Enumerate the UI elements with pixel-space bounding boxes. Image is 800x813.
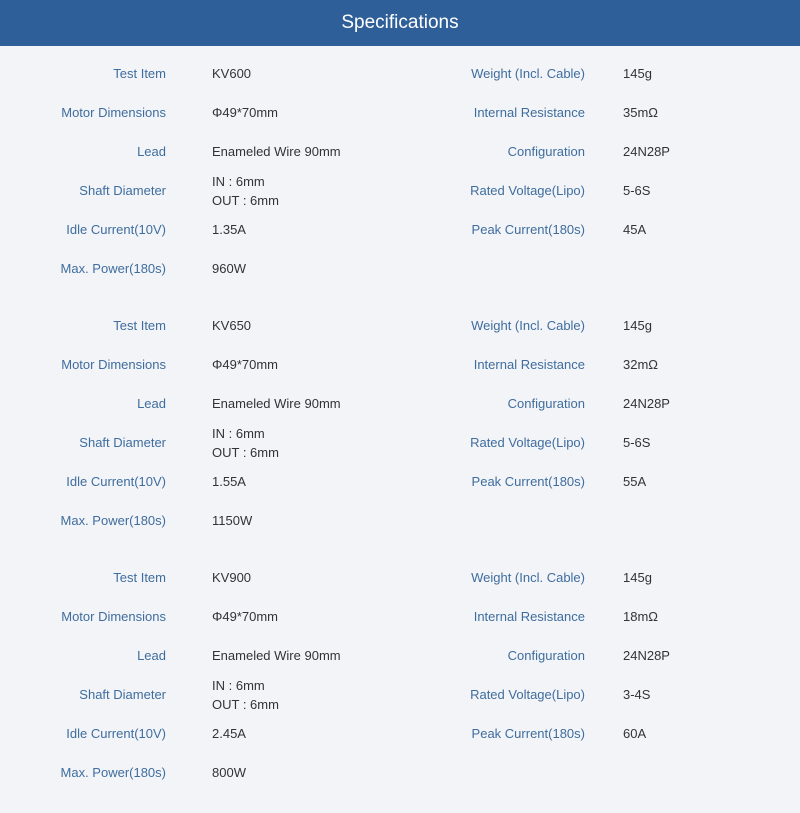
spec-value: 18mΩ [623,609,659,624]
spec-row [0,558,800,597]
spec-label: Lead [137,648,166,663]
spec-row [0,501,800,540]
spec-label: Motor Dimensions [61,357,166,372]
page-title: Specifications [341,12,459,33]
spec-value: 24N28P [623,144,670,159]
spec-value: 5-6S [623,183,651,198]
spec-label: Peak Current(180s) [471,222,585,237]
spec-label: Test Item [113,570,166,585]
spec-value: 35mΩ [623,105,659,120]
spec-row [0,423,800,462]
spec-value-multiline [212,676,412,714]
spec-row [0,210,800,249]
spec-value: 5-6S [623,435,651,450]
spec-value: KV900 [212,570,252,585]
spec-value-line: IN : 6mm [212,677,265,693]
spec-value: Φ49*70mm [212,105,279,120]
spec-value: 55A [623,474,647,489]
spec-value: 24N28P [623,396,670,411]
spec-label: Configuration [507,396,585,411]
spec-label: Motor Dimensions [61,105,166,120]
spec-label: Rated Voltage(Lipo) [470,435,585,450]
spec-label: Configuration [507,648,585,663]
spec-value: 145g [623,570,652,585]
spec-label: Rated Voltage(Lipo) [470,687,585,702]
spec-label: Weight (Incl. Cable) [471,318,585,333]
spec-value: Φ49*70mm [212,609,279,624]
spec-value: 32mΩ [623,357,659,372]
spec-row [0,345,800,384]
spec-value: 3-4S [623,687,651,702]
spec-block [0,306,800,540]
spec-value: 1.35A [212,222,246,237]
spec-label: Idle Current(10V) [66,222,166,237]
spec-value: Enameled Wire 90mm [212,396,341,411]
spec-value-line: IN : 6mm [212,173,265,189]
spec-row [0,384,800,423]
spec-row [0,54,800,93]
spec-label: Internal Resistance [473,105,585,120]
spec-row [0,132,800,171]
spec-block [0,54,800,288]
spec-value: Φ49*70mm [212,357,279,372]
spec-label: Lead [137,396,166,411]
spec-value: Enameled Wire 90mm [212,144,341,159]
spec-value: KV650 [212,318,252,333]
spec-label: Peak Current(180s) [471,726,585,741]
spec-label: Lead [137,144,166,159]
spec-block [0,558,800,792]
spec-value: 800W [212,765,246,780]
spec-row [0,249,800,288]
spec-row [0,753,800,792]
spec-row [0,306,800,345]
spec-label: Max. Power(180s) [60,765,166,780]
spec-label: Shaft Diameter [79,183,166,198]
spec-label: Idle Current(10V) [66,726,166,741]
spec-value: 24N28P [623,648,670,663]
spec-value-line: OUT : 6mm [212,696,279,712]
spec-row [0,714,800,753]
spec-value: 1150W [212,513,253,528]
spec-value-line: OUT : 6mm [212,444,279,460]
spec-label: Max. Power(180s) [60,513,166,528]
spec-label: Motor Dimensions [61,609,166,624]
spec-row [0,636,800,675]
spec-row [0,171,800,210]
spec-label: Shaft Diameter [79,435,166,450]
spec-value-multiline [212,424,412,462]
spec-label: Internal Resistance [473,357,585,372]
spec-value-multiline [212,172,412,210]
spec-value: KV600 [212,66,252,81]
spec-label: Weight (Incl. Cable) [471,66,585,81]
spec-value-line: IN : 6mm [212,425,265,441]
spec-value: 145g [623,318,652,333]
spec-label: Test Item [113,66,166,81]
specifications-header [0,0,800,46]
spec-label: Shaft Diameter [79,687,166,702]
spec-value: 60A [623,726,647,741]
spec-label: Test Item [113,318,166,333]
spec-body [0,46,800,792]
spec-value-line: OUT : 6mm [212,192,279,208]
spec-value: 45A [623,222,647,237]
spec-row [0,93,800,132]
spec-value: 145g [623,66,652,81]
spec-value: 2.45A [212,726,246,741]
spec-row [0,597,800,636]
spec-label: Rated Voltage(Lipo) [470,183,585,198]
spec-label: Internal Resistance [473,609,585,624]
spec-label: Peak Current(180s) [471,474,585,489]
spec-label: Idle Current(10V) [66,474,166,489]
spec-label: Configuration [507,144,585,159]
spec-value: 960W [212,261,246,276]
spec-label: Weight (Incl. Cable) [471,570,585,585]
spec-value: 1.55A [212,474,246,489]
spec-value: Enameled Wire 90mm [212,648,341,663]
spec-row [0,675,800,714]
spec-label: Max. Power(180s) [60,261,166,276]
spec-row [0,462,800,501]
